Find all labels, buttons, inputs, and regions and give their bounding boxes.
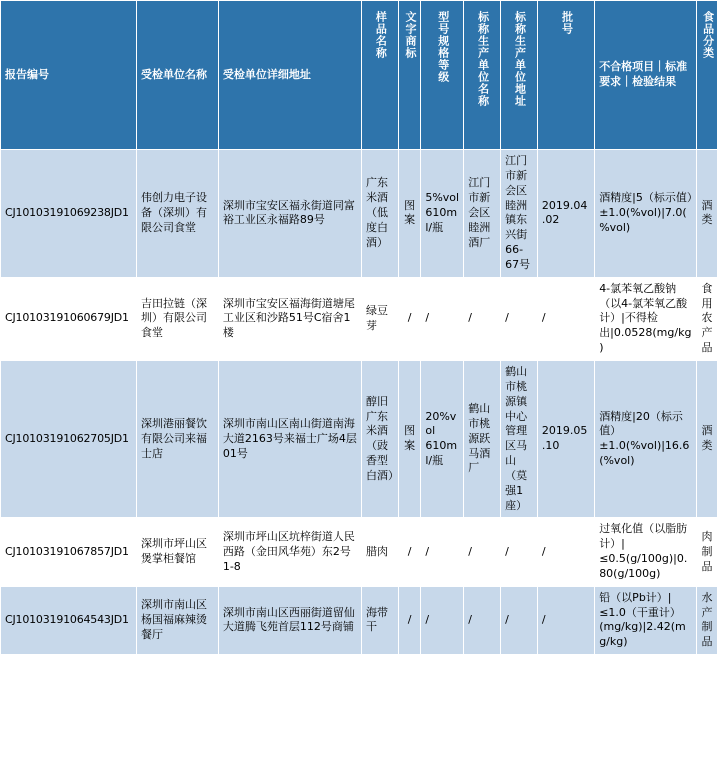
cell-batch-no: 2019.05.10 [537, 360, 594, 517]
column-header-sample-name-label: 样品名称 [374, 11, 388, 59]
cell-trademark: / [398, 586, 421, 654]
cell-inspected-address: 深圳市南山区西丽街道留仙大道腾飞苑首层112号商铺 [218, 586, 361, 654]
column-header-nominal-producer-label: 标称生产单位名称 [476, 11, 490, 107]
cell-batch-no: 2019.04.02 [537, 150, 594, 278]
cell-nominal-producer-address: 鹤山市桃源镇中心管理区马山（莫强1座） [501, 360, 538, 517]
column-header-report-no: 报告编号 [1, 1, 137, 150]
cell-sample-name: 醇旧广东米酒（豉香型白酒） [362, 360, 399, 517]
column-header-batch-no-label: 批号 [560, 11, 574, 35]
column-header-batch-no [537, 1, 594, 150]
cell-food-category: 酒类 [697, 150, 718, 278]
cell-fail-items: 铅（以Pb计）|≤1.0（干重计）(mg/kg)|2.42(mg/kg) [595, 586, 697, 654]
cell-food-category: 食用农产品 [697, 277, 718, 360]
column-header-nominal-producer-address [501, 1, 538, 150]
cell-nominal-producer-address: 江门市新会区睦洲镇东兴街66-67号 [501, 150, 538, 278]
table-row [1, 150, 718, 278]
cell-report-no: CJ10103191062705JD1 [1, 360, 137, 517]
table-row [1, 277, 718, 360]
cell-fail-items: 酒精度|20（标示值）±1.0(%vol)|16.6(%vol) [595, 360, 697, 517]
cell-nominal-producer-address: / [501, 586, 538, 654]
cell-nominal-producer: 江门市新会区睦洲酒厂 [464, 150, 501, 278]
cell-report-no: CJ10103191067857JD1 [1, 518, 137, 586]
cell-nominal-producer: 鹤山市桃源跃马酒厂 [464, 360, 501, 517]
cell-report-no: CJ10103191060679JD1 [1, 277, 137, 360]
cell-fail-items: 酒精度|5（标示值）±1.0(%vol)|7.0(%vol) [595, 150, 697, 278]
column-header-food-category [697, 1, 718, 150]
cell-spec-grade: / [421, 518, 464, 586]
cell-sample-name: 绿豆芽 [362, 277, 399, 360]
cell-nominal-producer-address: / [501, 277, 538, 360]
cell-inspected-unit: 深圳港丽餐饮有限公司来福士店 [137, 360, 219, 517]
cell-report-no: CJ10103191064543JD1 [1, 586, 137, 654]
column-header-fail-items: 不合格项目｜标准要求｜检验结果 [595, 1, 697, 150]
cell-trademark: 图案 [398, 360, 421, 517]
cell-nominal-producer: / [464, 518, 501, 586]
cell-nominal-producer: / [464, 277, 501, 360]
cell-batch-no: / [537, 518, 594, 586]
column-header-spec-grade-label: 型号规格等级 [436, 11, 450, 83]
cell-report-no: CJ10103191069238JD1 [1, 150, 137, 278]
column-header-trademark-label: 文字商标 [404, 11, 418, 59]
cell-trademark: 图案 [398, 150, 421, 278]
cell-food-category: 酒类 [697, 360, 718, 517]
cell-fail-items: 过氧化值（以脂肪计）|≤0.5(g/100g)|0.80(g/100g) [595, 518, 697, 586]
column-header-spec-grade [421, 1, 464, 150]
cell-inspected-address: 深圳市坪山区坑梓街道人民西路（金田风华苑）东2号1-8 [218, 518, 361, 586]
table-header-row [1, 1, 718, 150]
cell-food-category: 水产制品 [697, 586, 718, 654]
cell-batch-no: / [537, 277, 594, 360]
cell-inspected-unit: 伟创力电子设备（深圳）有限公司食堂 [137, 150, 219, 278]
column-header-inspected-unit: 受检单位名称 [137, 1, 219, 150]
cell-inspected-address: 深圳市南山区南山街道南海大道2163号来福士广场4层01号 [218, 360, 361, 517]
cell-nominal-producer-address: / [501, 518, 538, 586]
cell-fail-items: 4-氯苯氧乙酸钠（以4-氯苯氧乙酸计）|不得检出|0.0528(mg/kg) [595, 277, 697, 360]
column-header-inspected-address: 受检单位详细地址 [218, 1, 361, 150]
cell-spec-grade: / [421, 277, 464, 360]
column-header-nominal-producer-address-label: 标称生产单位地址 [513, 11, 527, 107]
cell-food-category: 肉制品 [697, 518, 718, 586]
table-row [1, 360, 718, 517]
cell-spec-grade: 5%vol 610ml/瓶 [421, 150, 464, 278]
table-row [1, 586, 718, 654]
table-header [1, 1, 718, 150]
column-header-trademark [398, 1, 421, 150]
column-header-sample-name [362, 1, 399, 150]
column-header-food-category-label: 食品分类 [701, 11, 715, 59]
cell-sample-name: 海带干 [362, 586, 399, 654]
cell-inspected-address: 深圳市宝安区福海街道塘尾工业区和沙路51号C宿舍1楼 [218, 277, 361, 360]
cell-spec-grade: 20%vol 610ml/瓶 [421, 360, 464, 517]
cell-inspected-address: 深圳市宝安区福永街道同富裕工业区永福路89号 [218, 150, 361, 278]
table-body [1, 150, 718, 655]
table-row [1, 518, 718, 586]
cell-trademark: / [398, 277, 421, 360]
cell-inspected-unit: 吉田拉链（深圳）有限公司食堂 [137, 277, 219, 360]
cell-sample-name: 腊肉 [362, 518, 399, 586]
cell-batch-no: / [537, 586, 594, 654]
cell-nominal-producer: / [464, 586, 501, 654]
cell-trademark: / [398, 518, 421, 586]
cell-inspected-unit: 深圳市南山区杨国福麻辣烫餐厅 [137, 586, 219, 654]
cell-inspected-unit: 深圳市坪山区煲掌柜餐馆 [137, 518, 219, 586]
cell-spec-grade: / [421, 586, 464, 654]
cell-sample-name: 广东米酒（低度白酒） [362, 150, 399, 278]
column-header-nominal-producer [464, 1, 501, 150]
